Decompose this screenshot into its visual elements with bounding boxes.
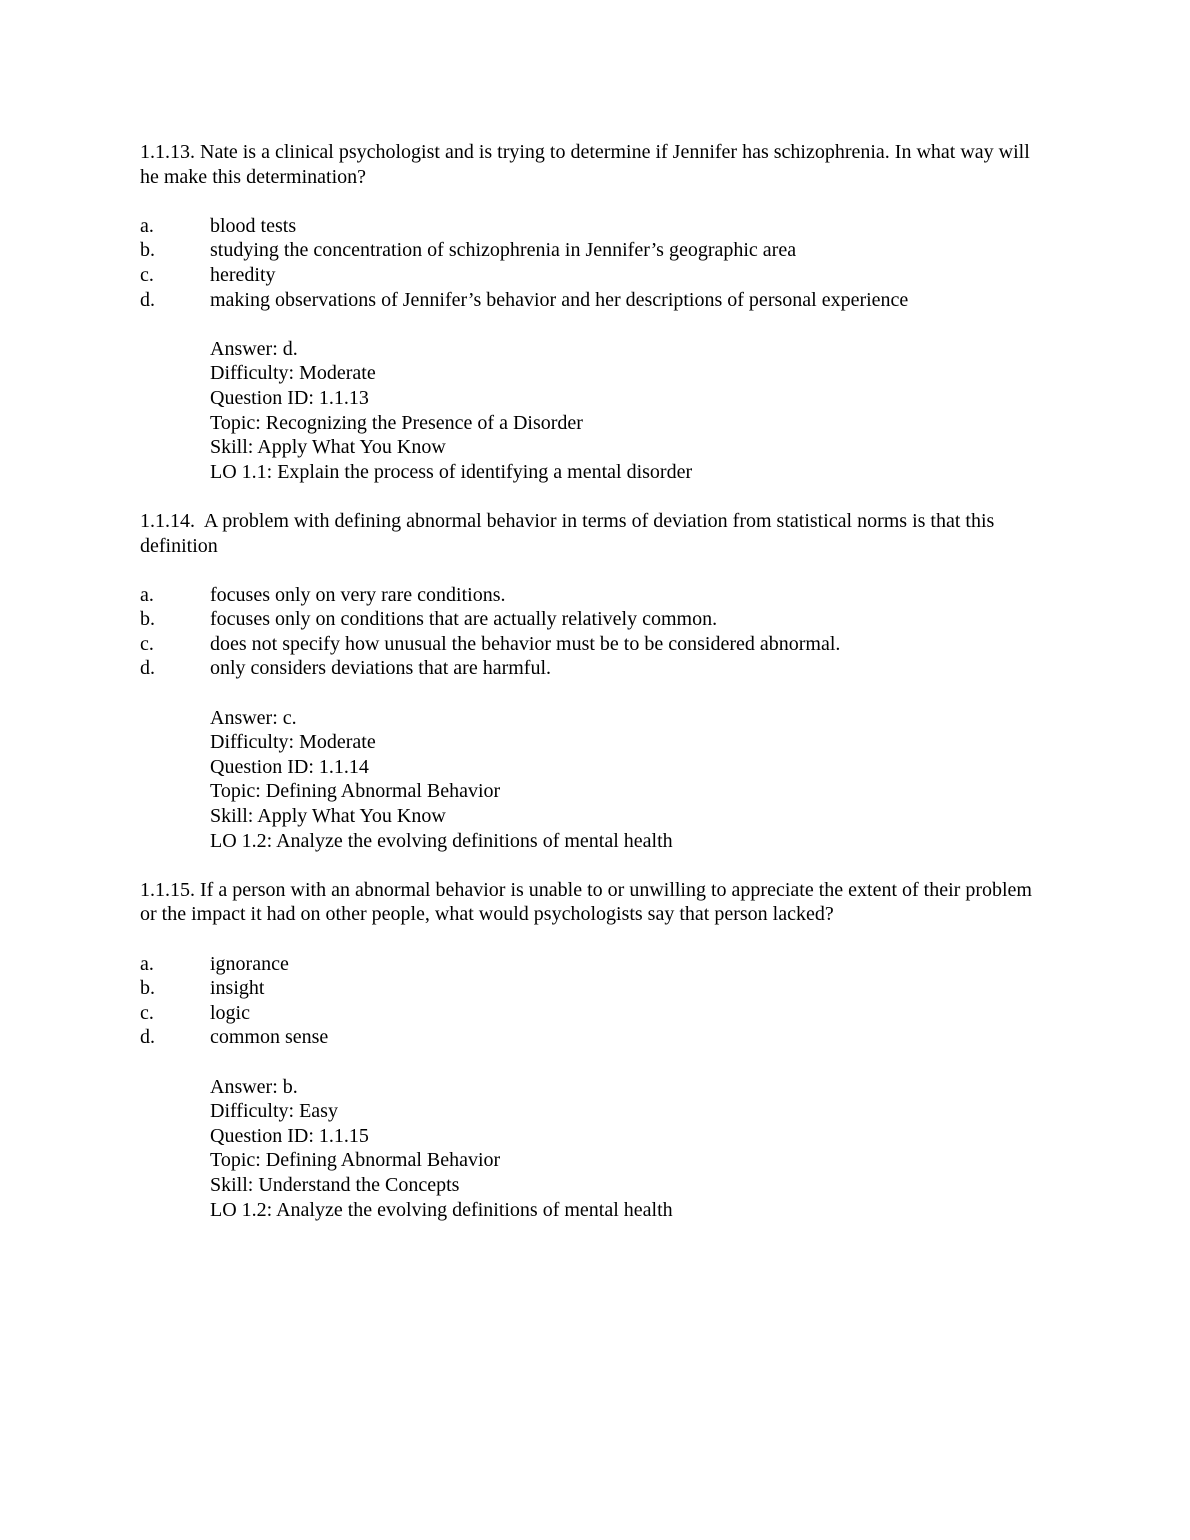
question-stem: 1.1.13. Nate is a clinical psychologist and is trying to determine if Jennifer has schizophrenia. In what way will he make this determination? <box>140 141 1035 188</box>
skill-line: Skill: Apply What You Know <box>210 436 446 459</box>
learning-objective-line: LO 1.1: Explain the process of identifying a mental disorder <box>210 460 693 483</box>
option-text: focuses only on conditions that are actually relatively common. <box>210 608 718 631</box>
topic-line: Topic: Defining Abnormal Behavior <box>210 1149 501 1172</box>
option-letter: d. <box>140 1026 155 1049</box>
skill-line: Skill: Understand the Concepts <box>210 1173 460 1196</box>
answer-line: Answer: c. <box>210 706 297 729</box>
option-text: logic <box>210 1001 250 1024</box>
question-metadata <box>210 706 1040 854</box>
question-1-1-14 <box>140 509 1040 853</box>
option-c <box>140 632 1040 657</box>
option-letter: d. <box>140 288 155 311</box>
topic-line: Topic: Recognizing the Presence of a Disorder <box>210 411 583 434</box>
answer-options <box>140 583 1040 681</box>
question-id-line: Question ID: 1.1.15 <box>210 1124 369 1147</box>
option-a <box>140 952 1040 977</box>
option-a <box>140 583 1040 608</box>
option-letter: b. <box>140 239 155 262</box>
option-text: focuses only on very rare conditions. <box>210 583 506 606</box>
option-text: making observations of Jennifer’s behavior and her descriptions of personal experience <box>210 288 909 311</box>
option-text: blood tests <box>210 214 297 237</box>
difficulty-line: Difficulty: Easy <box>210 1100 338 1123</box>
topic-line: Topic: Defining Abnormal Behavior <box>210 780 501 803</box>
option-text: ignorance <box>210 952 289 975</box>
option-letter: c. <box>140 263 154 286</box>
answer-line: Answer: d. <box>210 337 298 360</box>
option-text: studying the concentration of schizophrenia in Jennifer’s geographic area <box>210 239 797 262</box>
learning-objective-line: LO 1.2: Analyze the evolving definitions of mental health <box>210 829 673 852</box>
document-page <box>140 140 1040 1247</box>
option-b <box>140 976 1040 1001</box>
option-d <box>140 288 1040 313</box>
option-d <box>140 656 1040 681</box>
question-1-1-15 <box>140 878 1040 1222</box>
option-b <box>140 607 1040 632</box>
option-letter: c. <box>140 1001 154 1024</box>
option-a <box>140 214 1040 239</box>
question-id-line: Question ID: 1.1.13 <box>210 386 369 409</box>
option-letter: d. <box>140 657 155 680</box>
option-letter: b. <box>140 977 155 1000</box>
option-b <box>140 238 1040 263</box>
answer-options <box>140 952 1040 1050</box>
answer-line: Answer: b. <box>210 1075 298 1098</box>
option-d <box>140 1025 1040 1050</box>
question-1-1-13 <box>140 140 1040 484</box>
option-text: insight <box>210 977 265 1000</box>
question-metadata <box>210 337 1040 485</box>
question-stem: 1.1.14. A problem with defining abnormal behavior in terms of deviation from statistical norms is that this definition <box>140 509 1000 557</box>
difficulty-line: Difficulty: Moderate <box>210 362 376 385</box>
option-text: does not specify how unusual the behavior must be to be considered abnormal. <box>210 632 841 655</box>
option-letter: c. <box>140 632 154 655</box>
option-text: heredity <box>210 263 276 286</box>
option-c <box>140 1001 1040 1026</box>
answer-options <box>140 214 1040 312</box>
option-letter: a. <box>140 214 154 237</box>
option-text: common sense <box>210 1026 329 1049</box>
option-c <box>140 263 1040 288</box>
option-letter: a. <box>140 583 154 606</box>
difficulty-line: Difficulty: Moderate <box>210 731 376 754</box>
question-id-line: Question ID: 1.1.14 <box>210 755 369 778</box>
question-stem: 1.1.15. If a person with an abnormal behavior is unable to or unwilling to appreciate the extent of their problem or the impact it had on other people, what would psychologists say that person lacked? <box>140 878 1037 926</box>
option-letter: a. <box>140 952 154 975</box>
option-letter: b. <box>140 608 155 631</box>
skill-line: Skill: Apply What You Know <box>210 805 446 828</box>
question-metadata <box>210 1075 1040 1223</box>
learning-objective-line: LO 1.2: Analyze the evolving definitions of mental health <box>210 1198 673 1221</box>
option-text: only considers deviations that are harmful. <box>210 657 552 680</box>
